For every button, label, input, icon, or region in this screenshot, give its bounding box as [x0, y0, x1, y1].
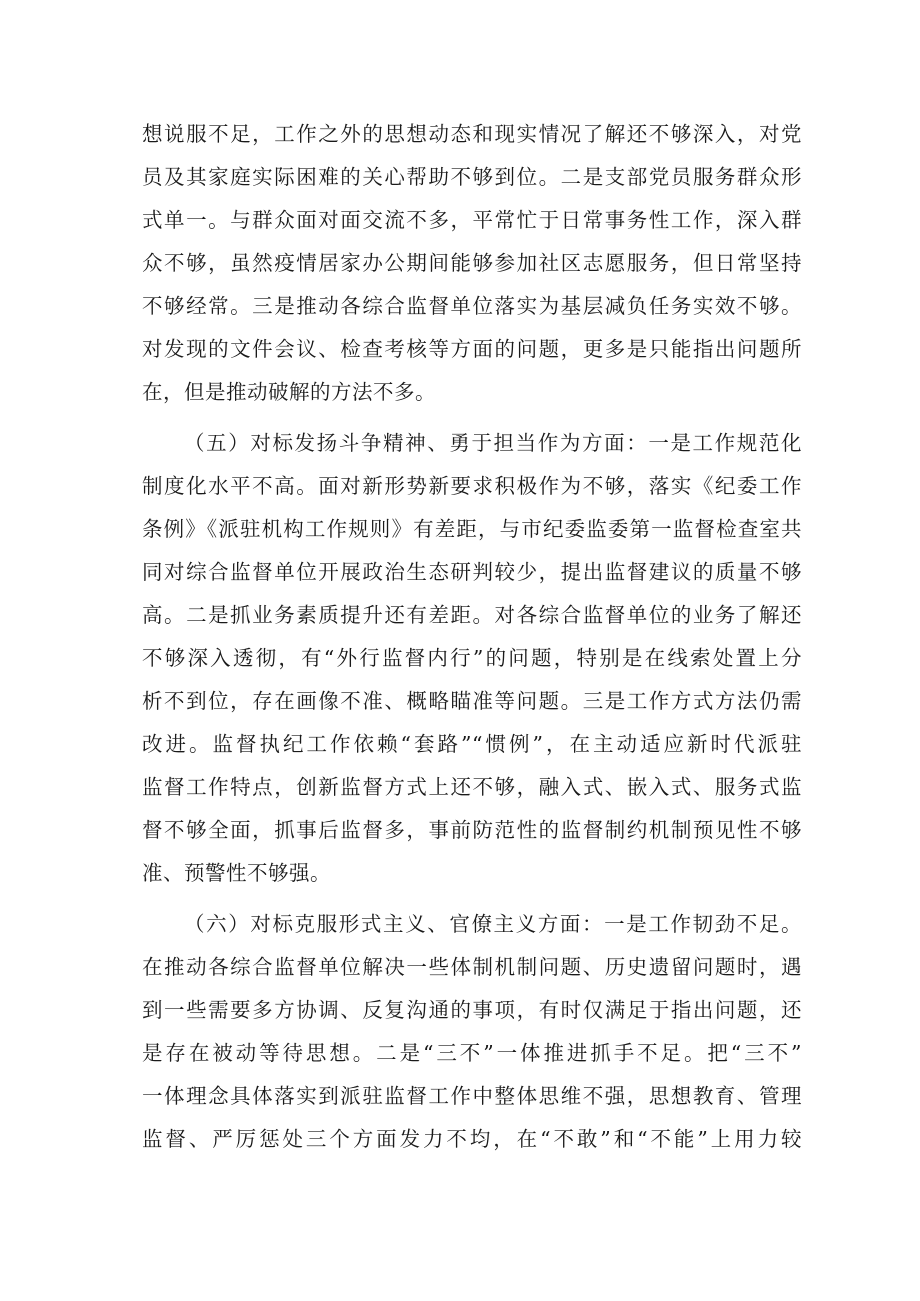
section-heading-line: （六）对标克服形式主义、官僚主义方面：一是工作韧劲不足。 — [184, 912, 802, 936]
paragraph-line: 众不够，虽然疫情居家办公期间能够参加社区志愿服务，但日常坚持 — [142, 251, 802, 275]
paragraph-line: 对发现的文件会议、检查考核等方面的问题，更多是只能指出问题所 — [142, 337, 802, 361]
paragraph-line: 制度化水平不高。面对新形势新要求积极作为不够，落实《纪委工作 — [142, 474, 802, 498]
paragraph-line: 一体理念具体落实到派驻监督工作中整体思维不强，思想教育、管理 — [142, 1084, 802, 1108]
paragraph-line: 到一些需要多方协调、反复沟通的事项，有时仅满足于指出问题，还 — [142, 998, 802, 1022]
section-heading-line: （五）对标发扬斗争精神、勇于担当作为方面：一是工作规范化 — [184, 431, 802, 455]
paragraph-line: 想说服不足，工作之外的思想动态和现实情况了解还不够深入，对党 — [142, 122, 802, 146]
paragraph-line: 改进。监督执纪工作依赖“套路”“惯例”，在主动适应新时代派驻 — [142, 732, 802, 756]
paragraph-line: 不够经常。三是推动各综合监督单位落实为基层减负任务实效不够。 — [142, 294, 802, 318]
paragraph-line: 同对综合监督单位开展政治生态研判较少，提出监督建议的质量不够 — [142, 560, 802, 584]
paragraph-line: 高。二是抓业务素质提升还有差距。对各综合监督单位的业务了解还 — [142, 603, 802, 627]
paragraph-line: 是存在被动等待思想。二是“三不”一体推进抓手不足。把“三不” — [142, 1041, 802, 1065]
paragraph-line: 不够深入透彻，有“外行监督内行”的问题，特别是在线索处置上分 — [142, 646, 802, 670]
paragraph-line: 准、预警性不够强。 — [142, 861, 331, 885]
paragraph-line: 条例》《派驻机构工作规则》有差距，与市纪委监委第一监督检查室共 — [142, 517, 802, 541]
paragraph-line: 在，但是推动破解的方法不多。 — [142, 380, 436, 404]
paragraph-line: 式单一。与群众面对面交流不多，平常忙于日常事务性工作，深入群 — [142, 208, 802, 232]
paragraph-line: 析不到位，存在画像不准、概略瞄准等问题。三是工作方式方法仍需 — [142, 689, 802, 713]
paragraph-line: 在推动各综合监督单位解决一些体制机制问题、历史遗留问题时，遇 — [142, 955, 802, 979]
paragraph-line: 督不够全面，抓事后监督多，事前防范性的监督制约机制预见性不够 — [142, 818, 802, 842]
paragraph-line: 监督工作特点，创新监督方式上还不够，融入式、嵌入式、服务式监 — [142, 775, 802, 799]
paragraph-line: 监督、严厉惩处三个方面发力不均，在“不敢”和“不能”上用力较 — [142, 1127, 802, 1151]
paragraph-line: 员及其家庭实际困难的关心帮助不够到位。二是支部党员服务群众形 — [142, 165, 802, 189]
